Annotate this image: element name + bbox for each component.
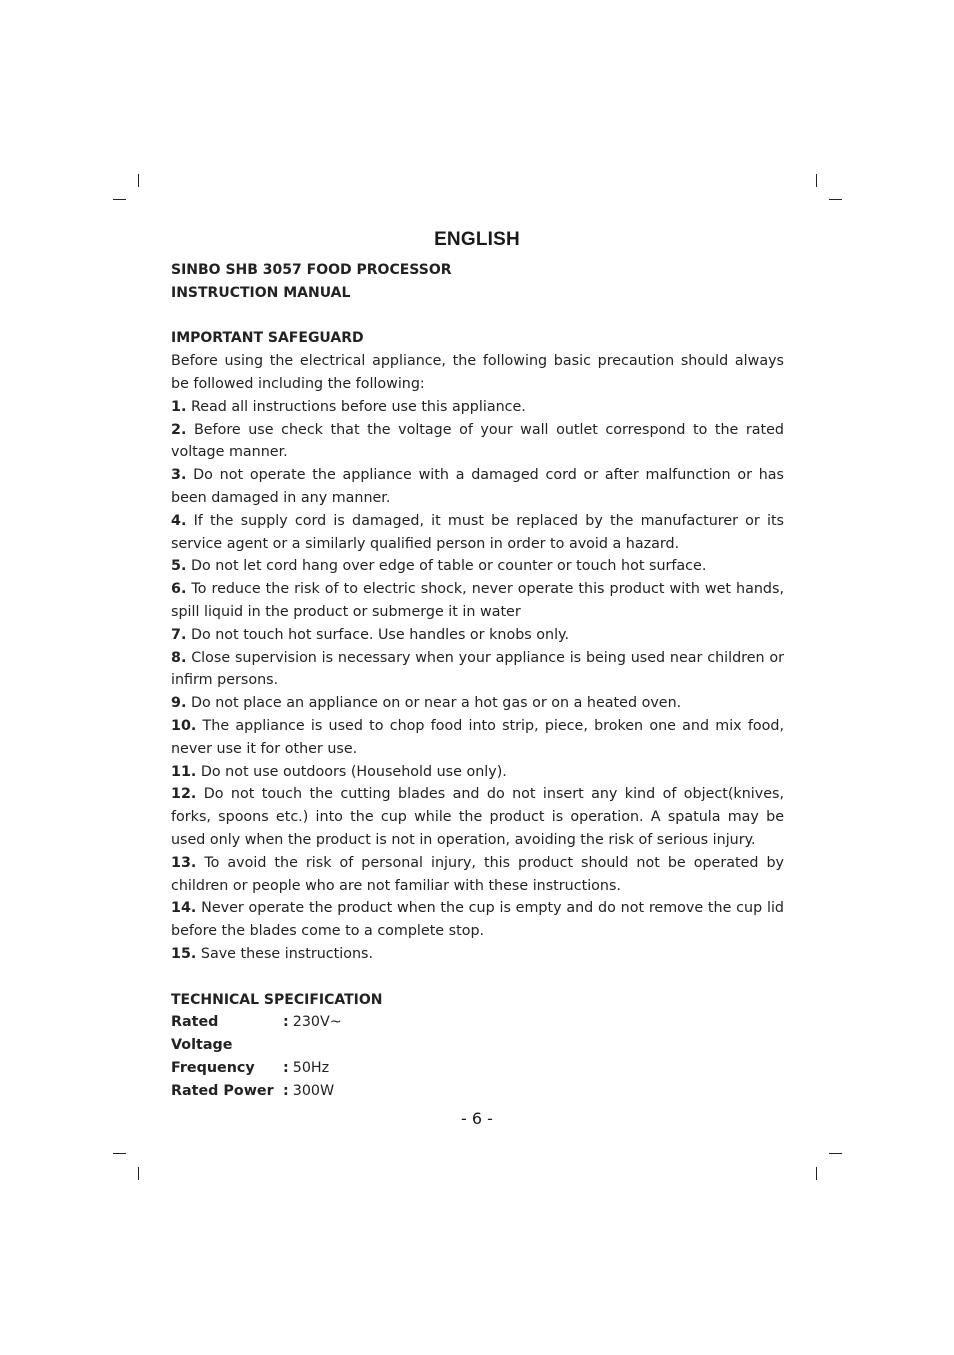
safeguard-heading: IMPORTANT SAFEGUARD [171,330,364,347]
safeguard-item [171,555,784,578]
safeguard-item [171,715,784,761]
spec-colon: : [283,1082,289,1099]
spec-label: Rated Power [171,1082,274,1099]
item-text: Do not operate the appliance with a damaged cord or after malfunction or has been damaged in any manner. [171,467,784,506]
safeguard-item [171,578,784,624]
safeguard-item [171,692,784,715]
item-number: 5. [171,558,187,575]
safeguard-item [171,852,784,898]
spec-row-frequency [171,1057,784,1080]
item-text: Do not touch the cutting blades and do not insert any kind of object(knives, forks, spoons etc.) into the cup while the product is operation. A spatula may be used only when the product is not in operation, avoiding the risk of serious injury. [171,786,784,848]
item-text: Do not touch hot surface. Use handles or knobs only. [190,626,570,643]
item-number: 14. [171,900,197,917]
item-number: 13. [171,854,197,871]
crop-mark-bottom-left-horizontal [113,1153,126,1154]
safeguard-item [171,943,784,966]
spacer [171,966,784,989]
item-number: 12. [171,786,197,803]
item-number: 8. [171,649,187,666]
item-text: If the supply cord is damaged, it must be replaced by the manufacturer or its service agent or a similarly qualified person in order to avoid a hazard. [171,512,785,552]
spec-label: Frequency [171,1059,255,1076]
safeguard-item [171,761,784,784]
item-number: 1. [171,398,187,415]
spec-row-power [171,1080,784,1103]
spec-value: 50Hz [292,1059,330,1076]
safeguard-item [171,783,784,851]
safeguard-item [171,396,784,419]
manual-line: INSTRUCTION MANUAL [171,284,351,301]
spec-value: 230V~ [292,1014,342,1031]
item-text: Do not place an appliance on or near a hot gas or on a heated oven. [190,695,682,712]
safeguard-item [171,897,784,943]
item-text: To reduce the risk of to electric shock, never operate this product with wet hands, spill liquid in the product or submerge it in water [171,581,784,620]
manual-content [171,259,784,1102]
safeguard-item [171,624,784,647]
item-number: 3. [171,467,187,484]
item-number: 4. [171,512,187,529]
crop-mark-bottom-left-vertical [138,1167,139,1180]
item-number: 9. [171,695,187,712]
crop-mark-top-left-horizontal [113,199,126,200]
product-line: SINBO SHB 3057 FOOD PROCESSOR [171,262,452,278]
crop-mark-top-left-vertical [138,174,139,187]
spec-heading: TECHNICAL SPECIFICATION [171,991,383,1008]
spacer [171,305,784,328]
spec-colon: : [283,1059,289,1076]
spec-label: Rated Voltage [171,1014,233,1054]
safeguard-item [171,647,784,693]
item-text: Never operate the product when the cup is empty and do not remove the cup lid before the blades come to a complete stop. [171,900,784,940]
item-text: Close supervision is necessary when your appliance is being used near children or infirm persons. [171,649,784,689]
spec-value: 300W [292,1082,335,1099]
item-number: 7. [171,626,187,643]
page-title: ENGLISH [434,229,520,250]
crop-mark-top-right-vertical [816,174,817,187]
item-number: 6. [171,581,187,598]
safeguard-item [171,419,784,465]
spec-row-voltage [171,1011,784,1057]
item-text: Do not let cord hang over edge of table or counter or touch hot surface. [190,558,707,575]
item-text: Do not use outdoors (Household use only). [200,763,507,780]
intro-paragraph: Before using the electrical appliance, the following basic precaution should always be followed including the following: [171,353,784,392]
item-text: Read all instructions before use this appliance. [190,398,526,415]
item-number: 15. [171,945,197,962]
item-text: Save these instructions. [200,945,374,962]
crop-mark-bottom-right-vertical [816,1167,817,1180]
item-text: To avoid the risk of personal injury, this product should not be operated by children or people who are not familiar with these instructions. [171,854,785,894]
crop-mark-bottom-right-horizontal [829,1153,842,1154]
safeguard-item [171,510,784,556]
crop-mark-top-right-horizontal [829,199,842,200]
item-text: Before use check that the voltage of your wall outlet correspond to the rated voltage manner. [171,421,785,461]
item-number: 10. [171,717,197,734]
item-number: 11. [171,763,197,780]
spec-colon: : [283,1014,289,1031]
item-text: The appliance is used to chop food into strip, piece, broken one and mix food, never use it for other use. [171,717,784,757]
page-number: - 6 - [461,1109,493,1128]
item-number: 2. [171,421,187,438]
safeguard-item [171,464,784,510]
